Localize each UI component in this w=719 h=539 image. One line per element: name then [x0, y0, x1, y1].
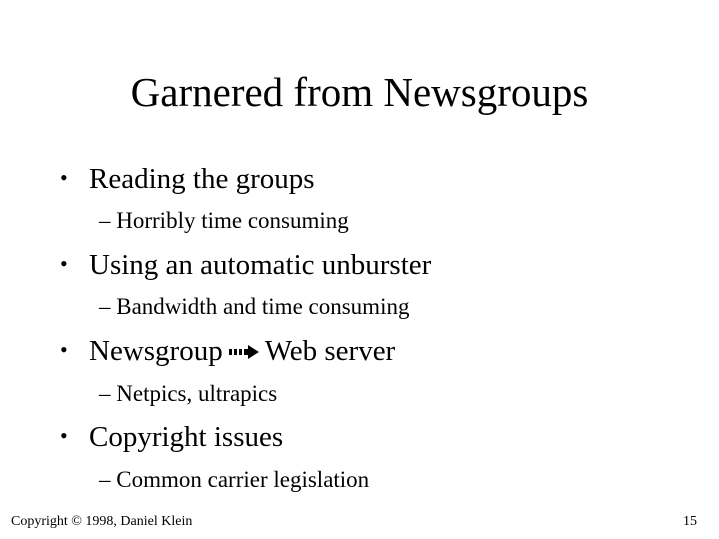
sub-bullet-text: – Horribly time consuming [99, 208, 349, 233]
bullet-text-before-arrow: Newsgroup [89, 335, 223, 367]
bullet-text [89, 334, 395, 370]
bullet-text: Copyright issues [89, 421, 284, 453]
bullet-dot: • [60, 337, 68, 362]
bullet-text: Reading the groups [89, 163, 315, 195]
bullet-text: Using an automatic unburster [89, 249, 432, 281]
bullet-dot: • [60, 423, 68, 448]
bullet-dot: • [60, 251, 68, 276]
sub-bullet-text: – Bandwidth and time consuming [99, 294, 410, 319]
bullet-text-after-arrow: Web server [264, 335, 396, 367]
slide-title: Garnered from Newsgroups [130, 69, 589, 115]
sub-bullet-text: – Common carrier legislation [99, 467, 370, 492]
footer-page-number: 15 [683, 514, 697, 529]
bullet-dot: • [60, 165, 68, 190]
dashed-right-arrow-icon [229, 334, 261, 368]
sub-bullet-text: – Netpics, ultrapics [99, 381, 278, 406]
footer-copyright: Copyright © 1998, Daniel Klein [11, 514, 193, 529]
